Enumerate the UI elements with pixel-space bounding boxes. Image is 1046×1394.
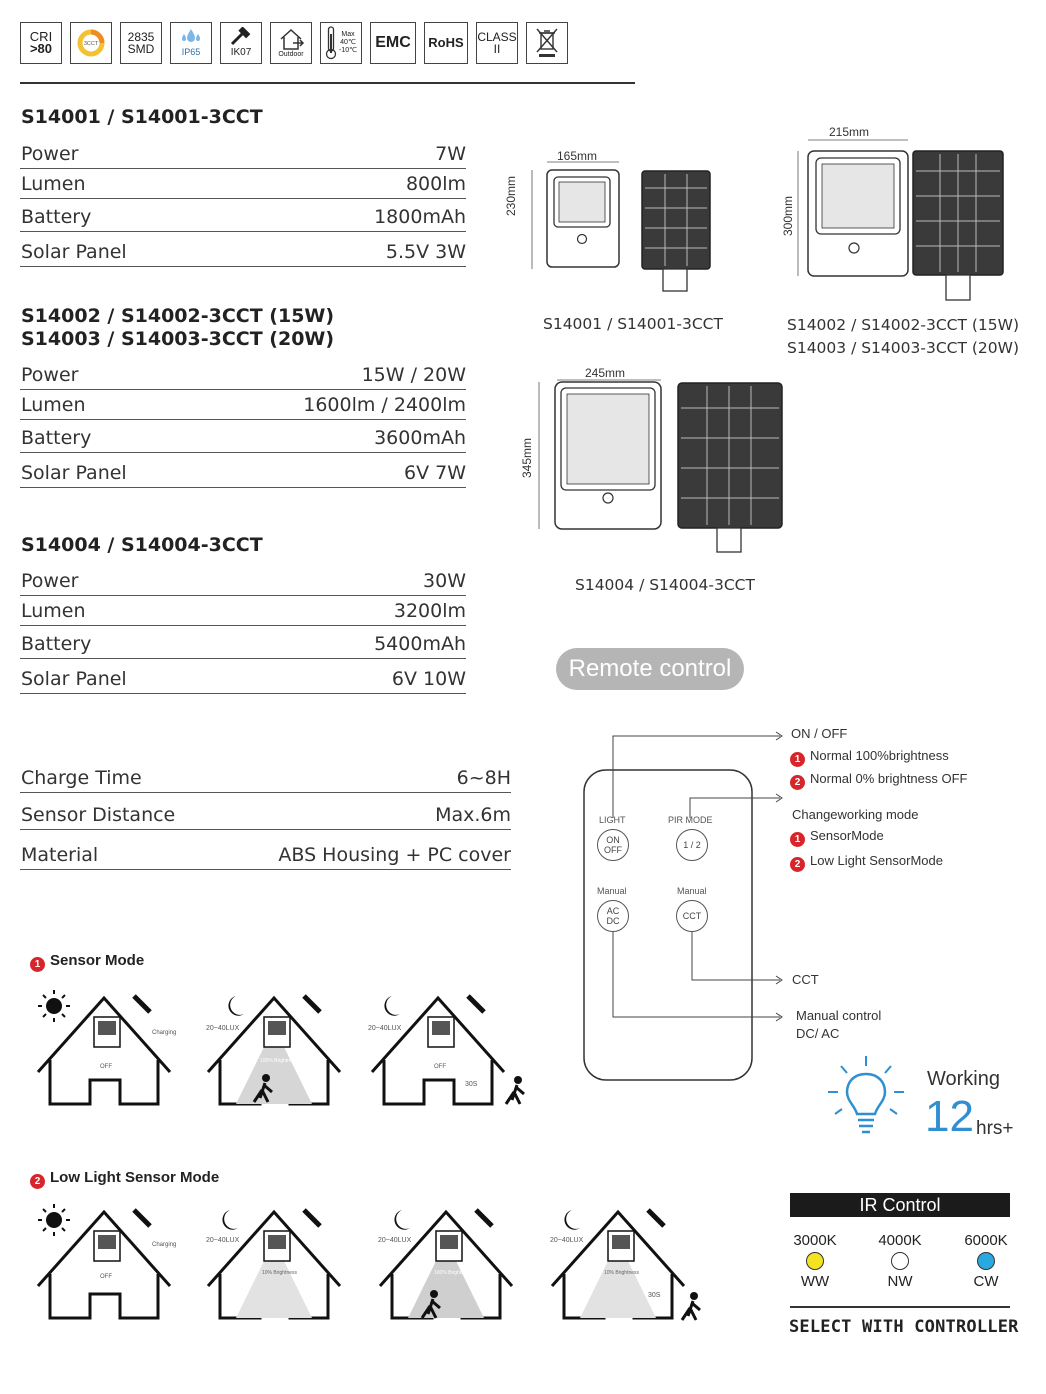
spec-row: Solar Panel 6V 7W xyxy=(20,457,466,488)
manual-label: Manual xyxy=(677,886,707,896)
mode-item: 1 SensorMode xyxy=(790,828,884,847)
header-divider xyxy=(20,82,635,84)
sun-icon xyxy=(38,990,70,1022)
svg-text:20~40LUX: 20~40LUX xyxy=(378,1237,412,1244)
neutral-white-dot xyxy=(891,1252,909,1270)
remote-control-title: Remote control xyxy=(556,648,744,690)
spec-row: Power 30W xyxy=(20,565,466,596)
hammer-icon xyxy=(229,27,253,47)
spec-row: Lumen 800lm xyxy=(20,168,466,199)
spec-row: Battery 1800mAh xyxy=(20,201,466,232)
moon-icon xyxy=(384,996,400,1016)
ir-divider xyxy=(790,1306,1010,1308)
drawing-caption: S14003 / S14003-3CCT (20W) xyxy=(787,339,1020,357)
model-title-s14004: S14004 / S14004-3CCT xyxy=(21,534,263,556)
general-spec-row: Sensor Distance Max.6m xyxy=(20,796,511,830)
house-icon xyxy=(277,27,305,51)
drawing-caption: S14004 / S14004-3CCT xyxy=(575,576,755,594)
outdoor-badge: Outdoor xyxy=(270,22,312,64)
working-label: Working xyxy=(927,1068,1000,1090)
class-badge: CLASS II xyxy=(476,22,518,64)
ir-control-title: IR Control xyxy=(790,1193,1010,1217)
smd-badge: 2835 SMD xyxy=(120,22,162,64)
light-on-off-button[interactable]: ON OFF xyxy=(597,829,629,861)
drawing-s14002 xyxy=(790,126,1020,306)
spec-row: Power 7W xyxy=(20,138,466,169)
svg-text:100% Brightness: 100% Brightness xyxy=(434,1270,472,1276)
spec-row: Solar Panel 6V 10W xyxy=(20,663,466,694)
width-dimension: 245mm xyxy=(585,366,626,380)
ir-option-ww: 3000K WW xyxy=(793,1232,837,1290)
low-light-mode-title: 2 Low Light Sensor Mode xyxy=(30,1169,219,1189)
svg-text:20~40LUX: 20~40LUX xyxy=(550,1237,584,1244)
cct-badge xyxy=(70,22,112,64)
mode-item: 2 Low Light SensorMode xyxy=(790,853,943,872)
model-title-s14003: S14003 / S14003-3CCT (20W) xyxy=(21,328,335,350)
manual-control-label: DC/ AC xyxy=(796,1026,840,1041)
general-spec-row: Material ABS Housing + PC cover xyxy=(20,836,511,870)
cct-ring-icon xyxy=(76,28,106,58)
height-dimension: 230mm xyxy=(504,175,518,216)
svg-text:30S: 30S xyxy=(465,1081,478,1088)
cool-white-dot xyxy=(977,1252,995,1270)
water-drops-icon xyxy=(180,28,202,46)
svg-text:30S: 30S xyxy=(648,1292,661,1299)
moon-icon xyxy=(394,1210,410,1230)
manual-label: Manual xyxy=(597,886,627,896)
cri-badge: CRI >80 xyxy=(20,22,62,64)
weee-badge xyxy=(526,22,568,64)
spec-row: Battery 3600mAh xyxy=(20,422,466,453)
drawing-s14001 xyxy=(515,148,730,293)
walking-person-icon xyxy=(682,1292,700,1320)
emc-badge: EMC xyxy=(370,22,416,64)
svg-text:100% Brightness: 100% Brightness xyxy=(260,1058,298,1064)
rohs-badge: RoHS xyxy=(424,22,468,64)
warm-white-dot xyxy=(806,1252,824,1270)
moon-icon xyxy=(228,996,244,1016)
svg-text:10% Brightness: 10% Brightness xyxy=(604,1270,640,1276)
spec-row: Battery 5400mAh xyxy=(20,628,466,659)
spec-row: Lumen 3200lm xyxy=(20,595,466,626)
width-dimension: 215mm xyxy=(829,125,870,139)
ik07-badge: IK07 xyxy=(220,22,262,64)
ir-option-cw: 6000K CW xyxy=(964,1232,1008,1290)
svg-text:OFF: OFF xyxy=(434,1064,446,1070)
cct-button[interactable]: CCT xyxy=(676,900,708,932)
low-light-mode-diagram xyxy=(30,1198,720,1346)
moon-icon xyxy=(222,1210,238,1230)
general-spec-row: Charge Time 6~8H xyxy=(20,759,511,793)
svg-text:20~40LUX: 20~40LUX xyxy=(368,1025,402,1032)
ir-option-nw: 4000K NW xyxy=(878,1232,922,1290)
pir-mode-button[interactable]: 1 / 2 xyxy=(676,829,708,861)
mode-heading: Changeworking mode xyxy=(792,807,919,822)
width-dimension: 165mm xyxy=(557,149,598,163)
svg-text:10% Brightness: 10% Brightness xyxy=(262,1270,298,1276)
sensor-mode-diagram xyxy=(30,982,530,1130)
cct-label: CCT xyxy=(792,972,819,987)
working-hours: 12 xyxy=(925,1092,974,1141)
svg-text:20~40LUX: 20~40LUX xyxy=(206,1025,240,1032)
select-with-controller: SELECT WITH CONTROLLER xyxy=(789,1317,1019,1337)
svg-text:OFF: OFF xyxy=(100,1274,112,1280)
svg-text:Charging: Charging xyxy=(152,1242,177,1248)
crossed-bin-icon xyxy=(534,27,560,59)
height-dimension: 345mm xyxy=(520,437,534,478)
svg-text:3CCT: 3CCT xyxy=(83,41,99,47)
model-title-s14002: S14002 / S14002-3CCT (15W) xyxy=(21,305,335,327)
pir-mode-label: PIR MODE xyxy=(668,815,713,825)
manual-control-label: Manual control xyxy=(796,1008,882,1023)
on-off-item: 1 Normal 100%brightness xyxy=(790,748,949,767)
drawing-s14004 xyxy=(527,368,787,558)
spec-row: Lumen 1600lm / 2400lm xyxy=(20,389,466,420)
thermometer-icon xyxy=(325,26,337,60)
ip65-badge: IP65 xyxy=(170,22,212,64)
on-off-item: 2 Normal 0% brightness OFF xyxy=(790,771,968,790)
spec-row: Solar Panel 5.5V 3W xyxy=(20,236,466,267)
height-dimension: 300mm xyxy=(781,195,795,236)
drawing-caption: S14002 / S14002-3CCT (15W) xyxy=(787,316,1020,334)
sensor-mode-title: 1 Sensor Mode xyxy=(30,952,144,972)
spec-row: Power 15W / 20W xyxy=(20,359,466,390)
moon-icon xyxy=(564,1210,580,1230)
svg-text:Charging: Charging xyxy=(152,1030,177,1036)
walking-person-icon xyxy=(506,1076,524,1104)
model-title-s14001: S14001 / S14001-3CCT xyxy=(21,106,263,128)
on-off-heading: ON / OFF xyxy=(791,726,848,741)
ac-dc-button[interactable]: AC DC xyxy=(597,900,629,932)
svg-text:OFF: OFF xyxy=(100,1064,112,1070)
svg-text:20~40LUX: 20~40LUX xyxy=(206,1237,240,1244)
sun-icon xyxy=(38,1204,70,1236)
drawing-caption: S14001 / S14001-3CCT xyxy=(543,315,723,333)
light-label: LIGHT xyxy=(599,815,626,825)
working-suffix: hrs+ xyxy=(976,1118,1014,1139)
light-bulb-icon xyxy=(825,1052,907,1147)
certification-badges xyxy=(20,22,568,64)
temperature-badge: Max 40℃ -10℃ xyxy=(320,22,362,64)
